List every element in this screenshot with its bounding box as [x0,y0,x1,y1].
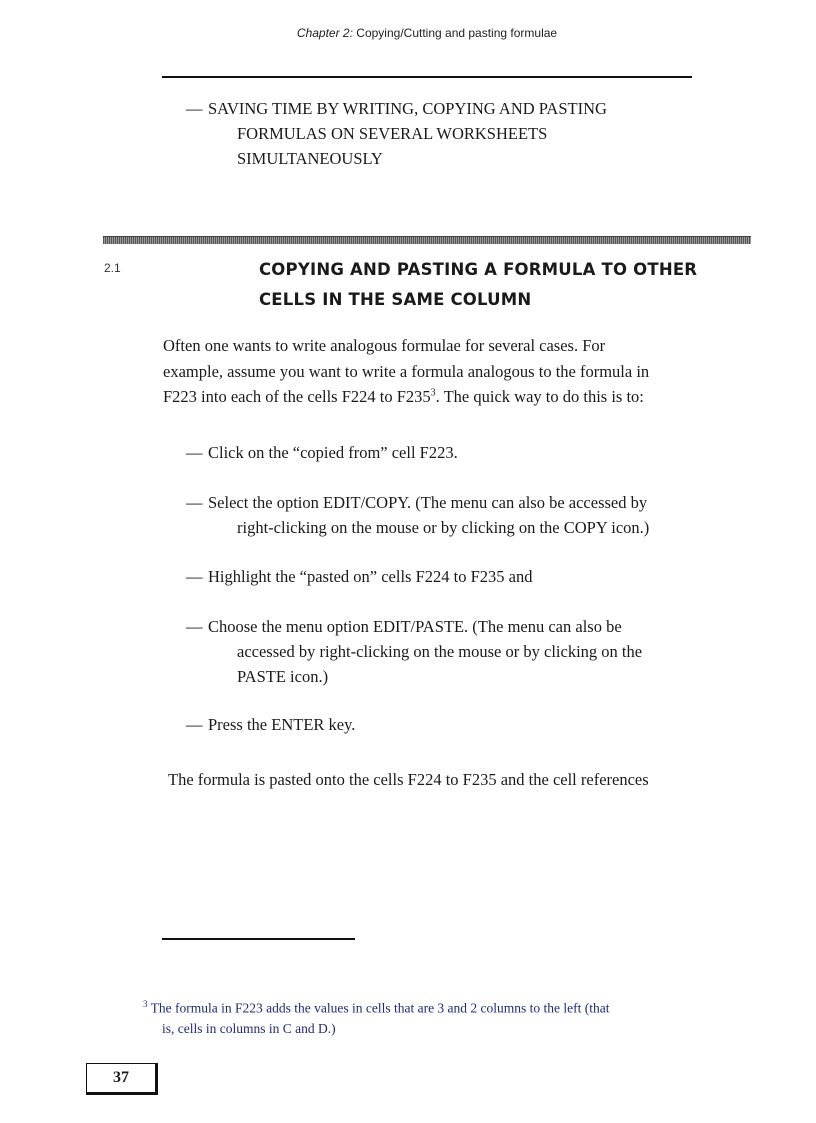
step-item-2 [186,490,649,540]
paragraph-line-2: example, assume you want to write a formula analogous to the formula in [163,361,650,381]
section-title-line-2: CELLS IN THE SAME COLUMN [259,290,532,309]
paragraph-line-3 [163,384,649,410]
step-item-5 [186,712,355,737]
paragraph-intro [163,333,649,410]
dash: — [186,493,203,512]
footnote [143,994,703,1039]
running-header [0,26,816,40]
step-5-line-1: Press the ENTER key. [208,715,356,734]
step-3-line-1: Highlight the “pasted on” cells F224 to F235 and [208,567,533,586]
step-4-line-1: Choose the menu option EDIT/PASTE. (The menu can also be [208,617,622,636]
step-4-line-2: accessed by right-clicking on the mouse or by clicking on the [237,642,643,661]
dash: — [186,617,203,636]
paragraph-result: The formula is pasted onto the cells F224 to F235 and the cell references [168,770,649,789]
footnote-rule [162,938,355,940]
footnote-line-1: The formula in F223 adds the values in cells that are 3 and 2 columns to the left (that [150,1000,610,1016]
dash: — [186,443,203,462]
footnote-reference[interactable]: 3 [430,387,436,399]
step-4-line-3: PASTE icon.) [237,667,329,686]
section-divider-band [103,236,751,244]
footnote-line-2: is, cells in columns in C and D.) [162,1020,336,1036]
intro-line-1: SAVING TIME BY WRITING, COPYING AND PASTING [208,99,607,118]
footnote-mark: 3 [143,999,148,1009]
section-title-line-1: COPYING AND PASTING A FORMULA TO OTHER [259,260,698,279]
step-item-1 [186,440,458,465]
chapter-title: Copying/Cutting and pasting formulae [356,26,558,40]
step-item-3 [186,564,532,589]
step-1-line-1: Click on the “copied from” cell F223. [208,443,458,462]
step-2-line-1: Select the option EDIT/COPY. (The menu can also be accessed by [208,493,648,512]
paragraph-line-3-text: F223 into each of the cells F224 to F235 [163,387,431,406]
section-number: 2.1 [104,261,121,275]
intro-line-2: FORMULAS ON SEVERAL WORKSHEETS [237,124,548,143]
step-2-line-2: right-clicking on the mouse or by clicking on the COPY icon.) [237,518,650,537]
chapter-label: Chapter 2: [296,26,353,40]
intro-list-item [186,96,607,171]
dash: — [186,567,203,586]
dash: — [186,715,203,734]
page-number: 37 [86,1063,158,1095]
intro-line-3: SIMULTANEOUSLY [237,149,383,168]
step-item-4 [186,614,642,689]
paragraph-line-1: Often one wants to write analogous formulae for several cases. For [163,336,606,355]
header-rule [162,76,692,78]
dash: — [186,99,203,118]
section-title [259,255,739,315]
paragraph-line-3-tail: . The quick way to do this is to: [435,387,644,406]
